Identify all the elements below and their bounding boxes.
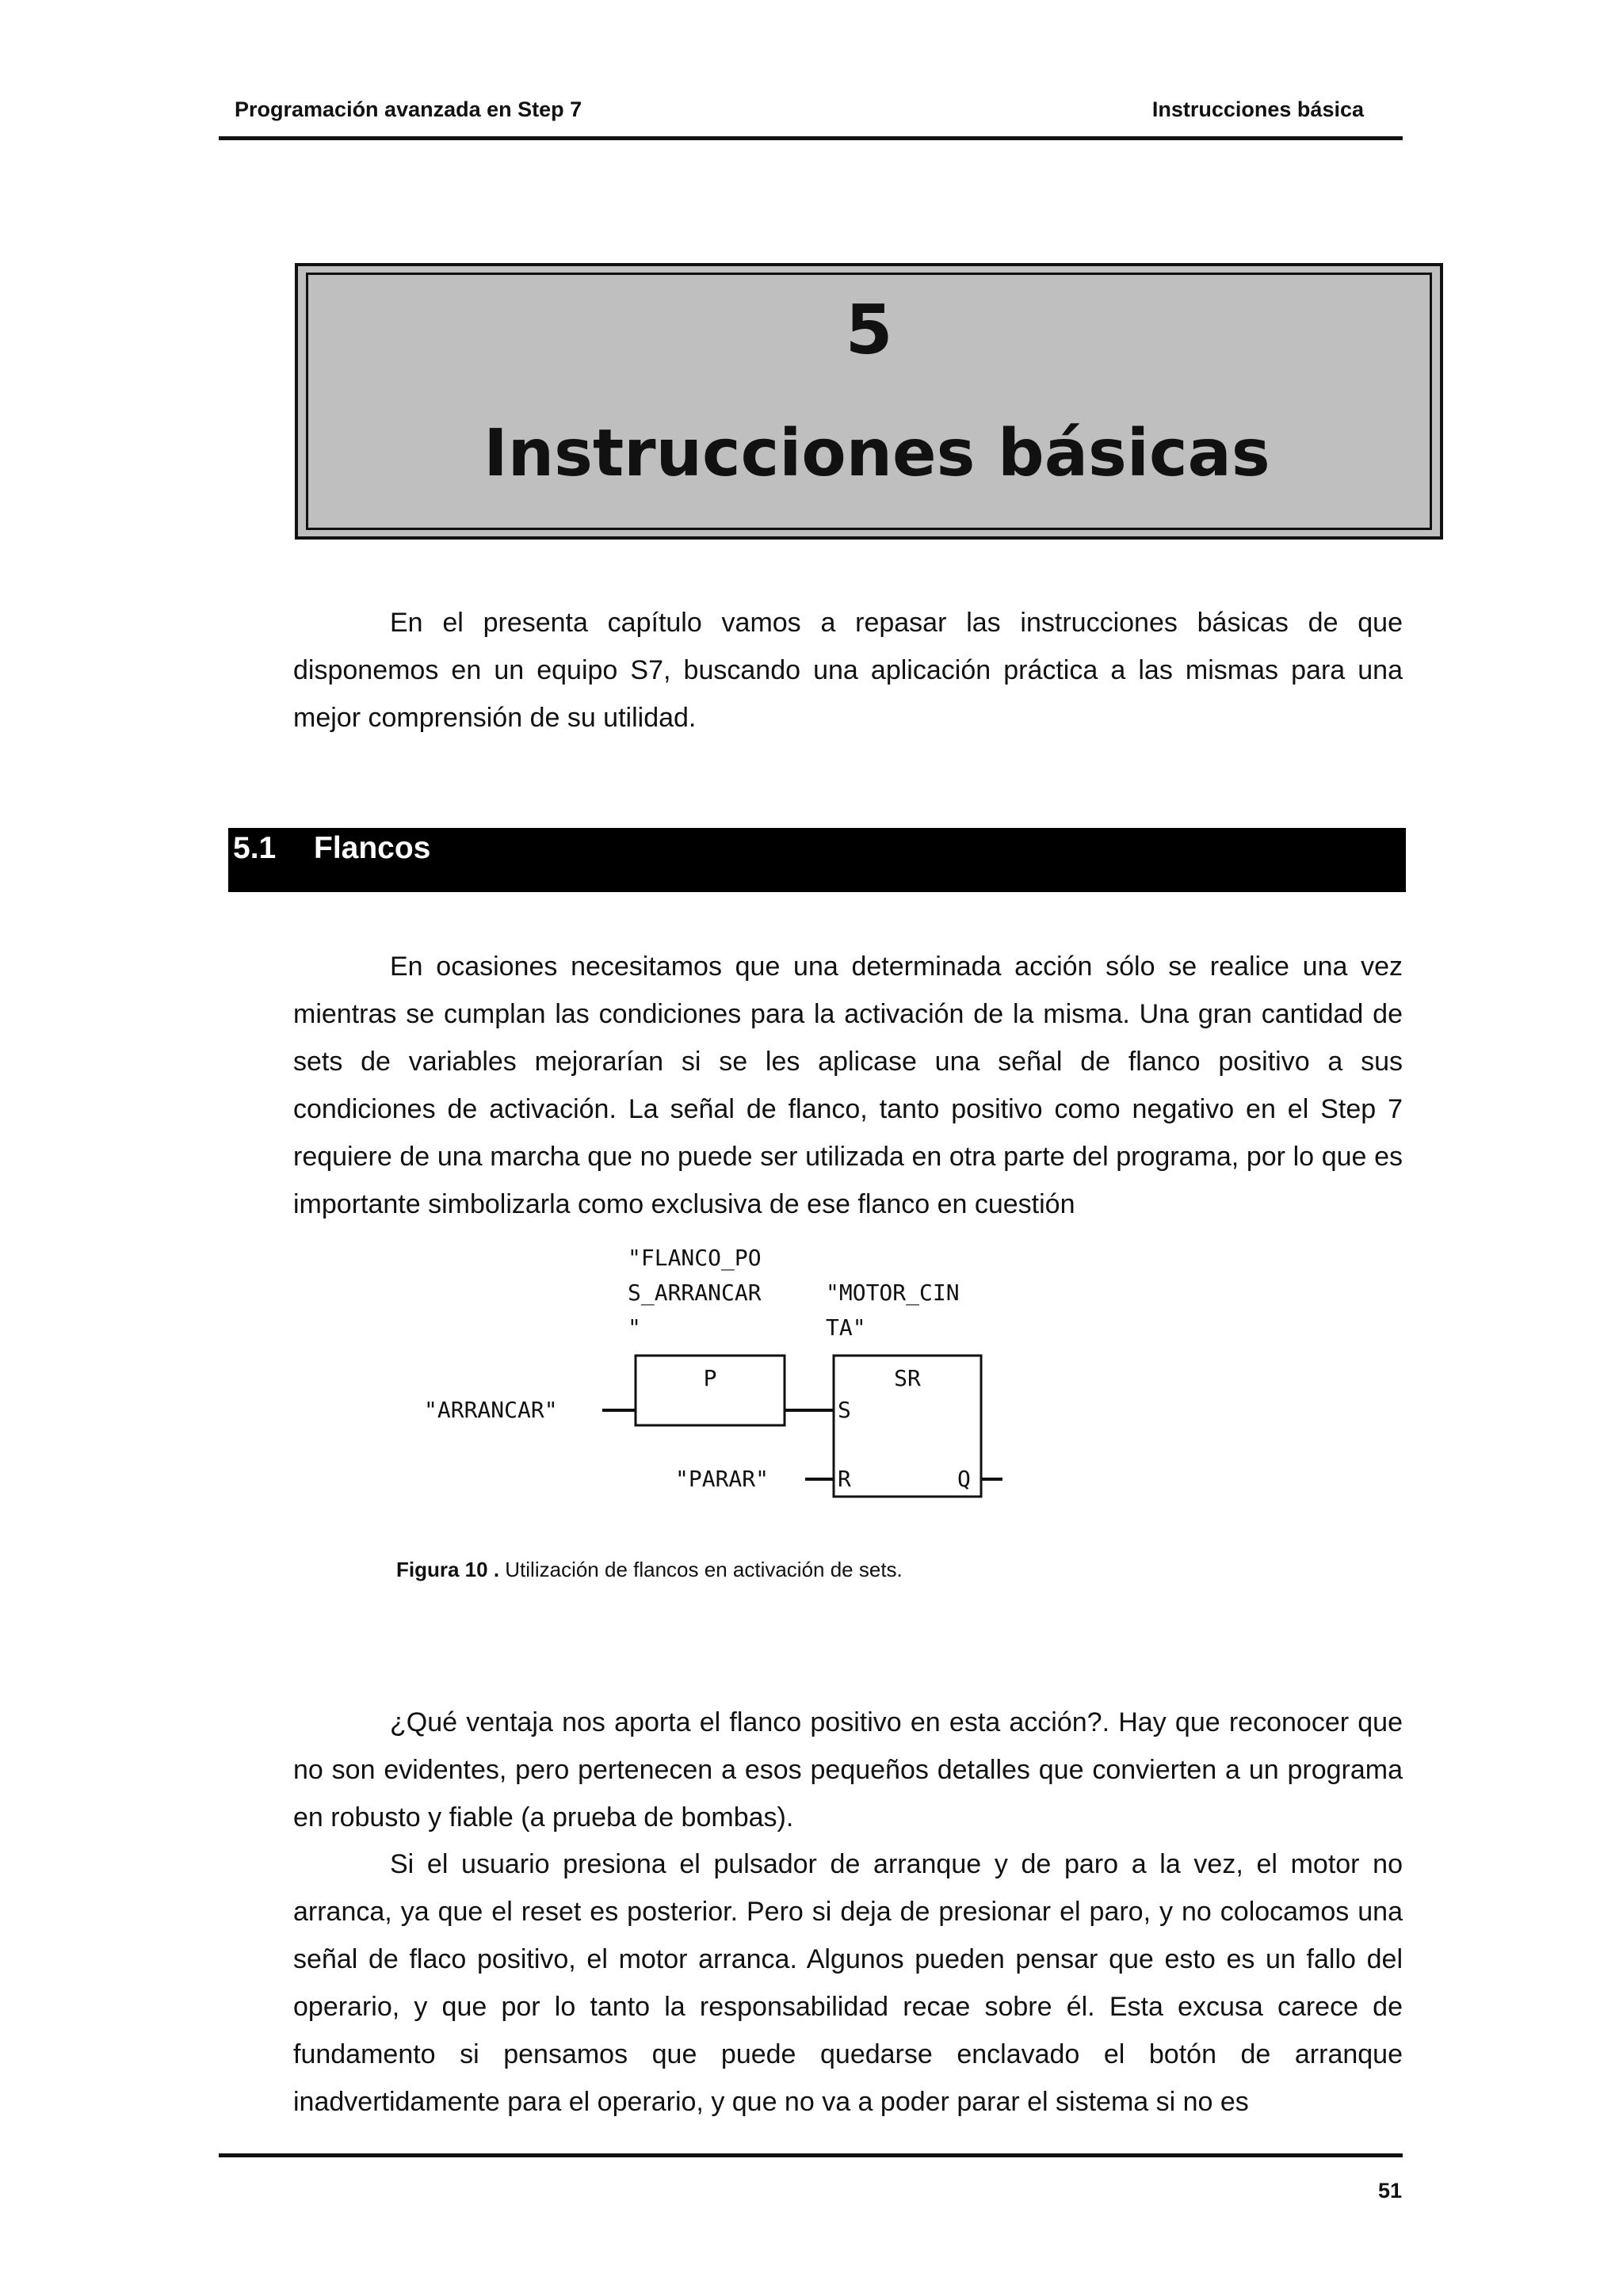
edge-memory-label-line2: S_ARRANCAR xyxy=(628,1280,762,1306)
chapter-heading-box xyxy=(295,263,1443,540)
body-paragraph: Si el usuario presiona el pulsador de arranque y de paro a la vez, el motor no arranca, ya que el reset es posterior. Pero si deja de presionar el paro, y no colocamos una señal de flaco positivo, el motor arranca. Algunos pueden pensar que esto es un fallo del operario, y que por lo tanto la responsabilidad recae sobre él. Esta excusa carece de fundamento si pensamos que puede quedarse enclavado el botón de arranque inadvertidamente para el operario, y que no va a poder parar el sistema si no es xyxy=(293,1849,1403,2117)
output-pin-label: Q xyxy=(957,1466,971,1492)
motor-label-line1: "MOTOR_CIN xyxy=(826,1280,960,1306)
edge-p-box-label: P xyxy=(703,1365,717,1391)
section-title: Flancos xyxy=(314,831,431,865)
sr-box-label: SR xyxy=(894,1365,921,1391)
body-paragraph: En ocasiones necesitamos que una determinada acción sólo se realice una vez mientras se cumplan las condiciones para la activación de la misma. Una gran cantidad de sets de variables mejorarían si se les aplicase una señal de flanco positivo a sus condiciones de activación. La señal de flanco, tanto positivo como negativo en el Step 7 requiere de una marcha que no puede ser utilizada en otra parte del programa, por lo que es importante simbolizarla como exclusiva de ese flanco en cuestión xyxy=(293,952,1403,1219)
body-paragraph: ¿Qué ventaja nos aporta el flanco positivo en esta acción?. Hay que reconocer que no son evidentes, pero pertenecen a esos pequeños detalles que convierten a un programa en robusto y fiable (a prueba de bombas). xyxy=(293,1707,1403,1833)
section-number: 5.1 xyxy=(233,831,277,865)
reset-pin-label: R xyxy=(838,1466,851,1492)
edge-memory-label-line3: " xyxy=(628,1314,641,1341)
fbd-diagram-svg xyxy=(420,1240,1054,1525)
page-number: 51 xyxy=(1377,2179,1402,2203)
intro-paragraph: En el presenta capítulo vamos a repasar las instrucciones básicas de que disponemos en un equipo S7, buscando una aplicación práctica a las mismas para una mejor comprensión de su utilidad. xyxy=(293,608,1403,733)
header-rule xyxy=(219,136,1403,140)
figure-caption-text: Utilización de flancos en activación de sets. xyxy=(505,1558,903,1581)
motor-label-line2: TA" xyxy=(826,1314,866,1341)
running-header-chapter: Instrucciones básica xyxy=(1151,97,1364,121)
edge-memory-label-line1: "FLANCO_PO xyxy=(628,1245,762,1271)
chapter-number: 5 xyxy=(845,291,893,370)
footer-rule xyxy=(219,2153,1403,2157)
chapter-title: Instrucciones básicas xyxy=(483,416,1270,491)
fbd-diagram xyxy=(420,1240,1054,1525)
chapter-heading-inner-frame xyxy=(306,273,1432,530)
start-input-label: "ARRANCAR" xyxy=(424,1397,558,1423)
set-pin-label: S xyxy=(838,1397,851,1423)
stop-input-label: "PARAR" xyxy=(675,1466,769,1492)
section-heading-bar xyxy=(228,828,1406,892)
figure-caption xyxy=(396,1558,903,1582)
running-header-title: Programación avanzada en Step 7 xyxy=(235,97,582,121)
figure-label: Figura 10 . xyxy=(396,1558,500,1581)
